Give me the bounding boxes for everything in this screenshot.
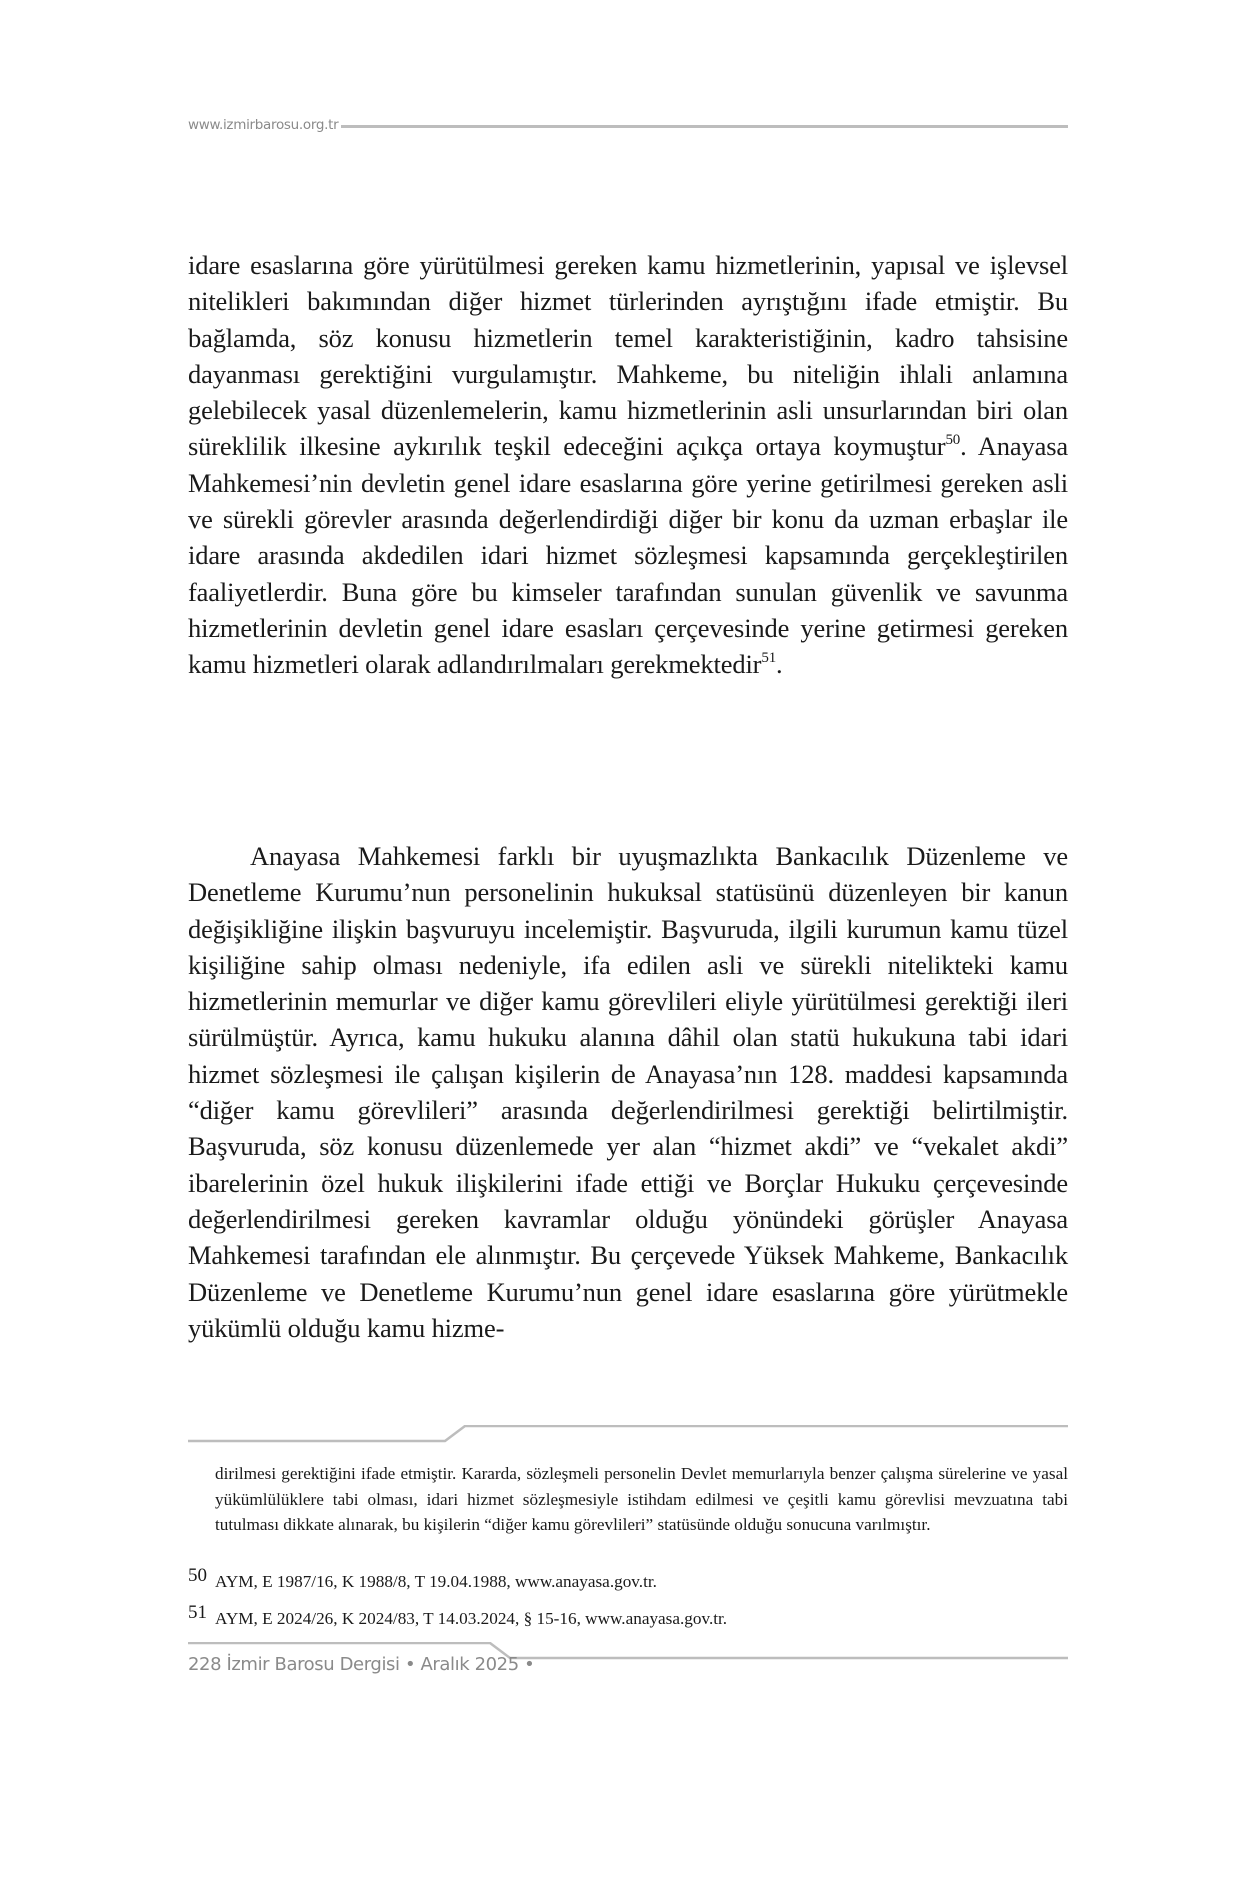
header-url[interactable]: www.izmirbarosu.org.tr bbox=[188, 117, 339, 133]
page-header bbox=[188, 113, 1068, 137]
page-footer bbox=[188, 1642, 1068, 1682]
footnote-item bbox=[188, 1565, 1068, 1593]
body-paragraph-2 bbox=[188, 838, 1068, 1346]
footnote-ref-51[interactable]: 51 bbox=[761, 650, 777, 667]
footnote-number: 50 bbox=[188, 1565, 207, 1586]
footnote-item bbox=[188, 1602, 1068, 1630]
paragraph-2-text: Anayasa Mahkemesi farklı bir uyuşmazlıkta Bankacılık Düzenleme ve Denetleme Kurumu’nun personelinin hukuksal statüsünü düzenleyen bir kanun değişikliğine ilişkin başvuruyu incelemiştir. Başvuruda, ilgili kurumun kamu tüzel kişiliğine sahip olması nedeniyle, ifa edilen asli ve sürekli nitelikteki kamu hizmetlerinin memurlar ve diğer kamu görevlileri eliyle yürütülmesi gerektiği ileri sürülmüştür. Ayrıca, kamu hukuku alanına dâhil olan statü hukukuna tabi idari hizmet sözleşmesi ile çalışan kişilerin de Anayasa’nın 128. maddesi kapsamında “diğer kamu görevlileri” arasında değerlendirilmesi gerektiği belirtilmiştir. Başvuruda, söz konusu düzenlemede yer alan “hizmet akdi” ve “vekalet akdi” ibarelerinin özel hukuk ilişkilerini ifade ettiği ve Borçlar Hukuku çerçevesinde değerlendirilmesi gereken kavramlar olduğu yönündeki görüşler Anayasa Mahkemesi tarafından ele alınmıştır. Bu çerçevede Yüksek Mahkeme, Bankacılık Düzenleme ve Denetleme Kurumu’nun genel idare esaslarına göre yürütmekle yükümlü olduğu kamu hizme- bbox=[188, 841, 1068, 1343]
footnote-text: AYM, E 2024/26, K 2024/83, T 14.03.2024, § 15-16, www.anayasa.gov.tr. bbox=[215, 1609, 728, 1628]
paragraph-1-text-2: . Anayasa Mahkemesi’nin devletin genel idare esaslarına göre yerine getirilmesi gereken asli ve sürekli görevler arasında değerlendirdiği diğer bir konu da uzman erbaşlar ile idare arasında akdedilen idari hizmet sözleşmesi kapsamında gerçekleştirilen faaliyetlerdir. Buna göre bu kimseler tarafından sunulan güvenlik ve savunma hizmetlerinin devletin genel idare esasları çerçevesinde yerine getirmesi gereken kamu hizmetleri olarak adlandırılmaları gerekmektedir bbox=[188, 431, 1068, 680]
footnote-ref-50[interactable]: 50 bbox=[945, 432, 961, 449]
paragraph-1-text: idare esaslarına göre yürütülmesi gereken kamu hizmetlerinin, yapısal ve işlevsel nitelikleri bakımından diğer hizmet türlerinden ayrıştığını ifade etmiştir. Bu bağlamda, söz konusu hizmetlerin temel karakteristiğinin, kadro tahsisine dayanması gerektiğini vurgulamıştır. Mahkeme, bu niteliğin ihlali anlamına gelebilecek yasal düzenlemelerin, kamu hizmetlerinin asli unsurlarından biri olan süreklilik ilkesine aykırılık teşkil edeceğini açıkça ortaya koymuştur bbox=[188, 250, 1068, 462]
paragraph-1-text-3: . bbox=[776, 649, 783, 680]
header-rule bbox=[341, 125, 1068, 128]
footer-journal-info: 228 İzmir Barosu Dergisi • Aralık 2025 • bbox=[188, 1654, 535, 1675]
body-paragraph-1 bbox=[188, 247, 1068, 683]
footnote-number: 51 bbox=[188, 1602, 207, 1623]
footnote-continuation: dirilmesi gerektiğini ifade etmiştir. Kararda, sözleşmeli personelin Devlet memurlarıyla benzer çalışma sürelerine ve yasal yükümlülüklere tabi olması, idari hizmet sözleşmesiyle istihdam edilmesi ve çeşitli kamu görevlisi mevzuatına tabi tutulması dikkate alınarak, bu kişilerin “diğer kamu görevlileri” statüsünde olduğu sonucuna varılmıştır. bbox=[215, 1464, 1068, 1534]
footnote-separator-rule bbox=[188, 1425, 1068, 1445]
footnote-text: AYM, E 1987/16, K 1988/8, T 19.04.1988, www.anayasa.gov.tr. bbox=[215, 1572, 657, 1591]
